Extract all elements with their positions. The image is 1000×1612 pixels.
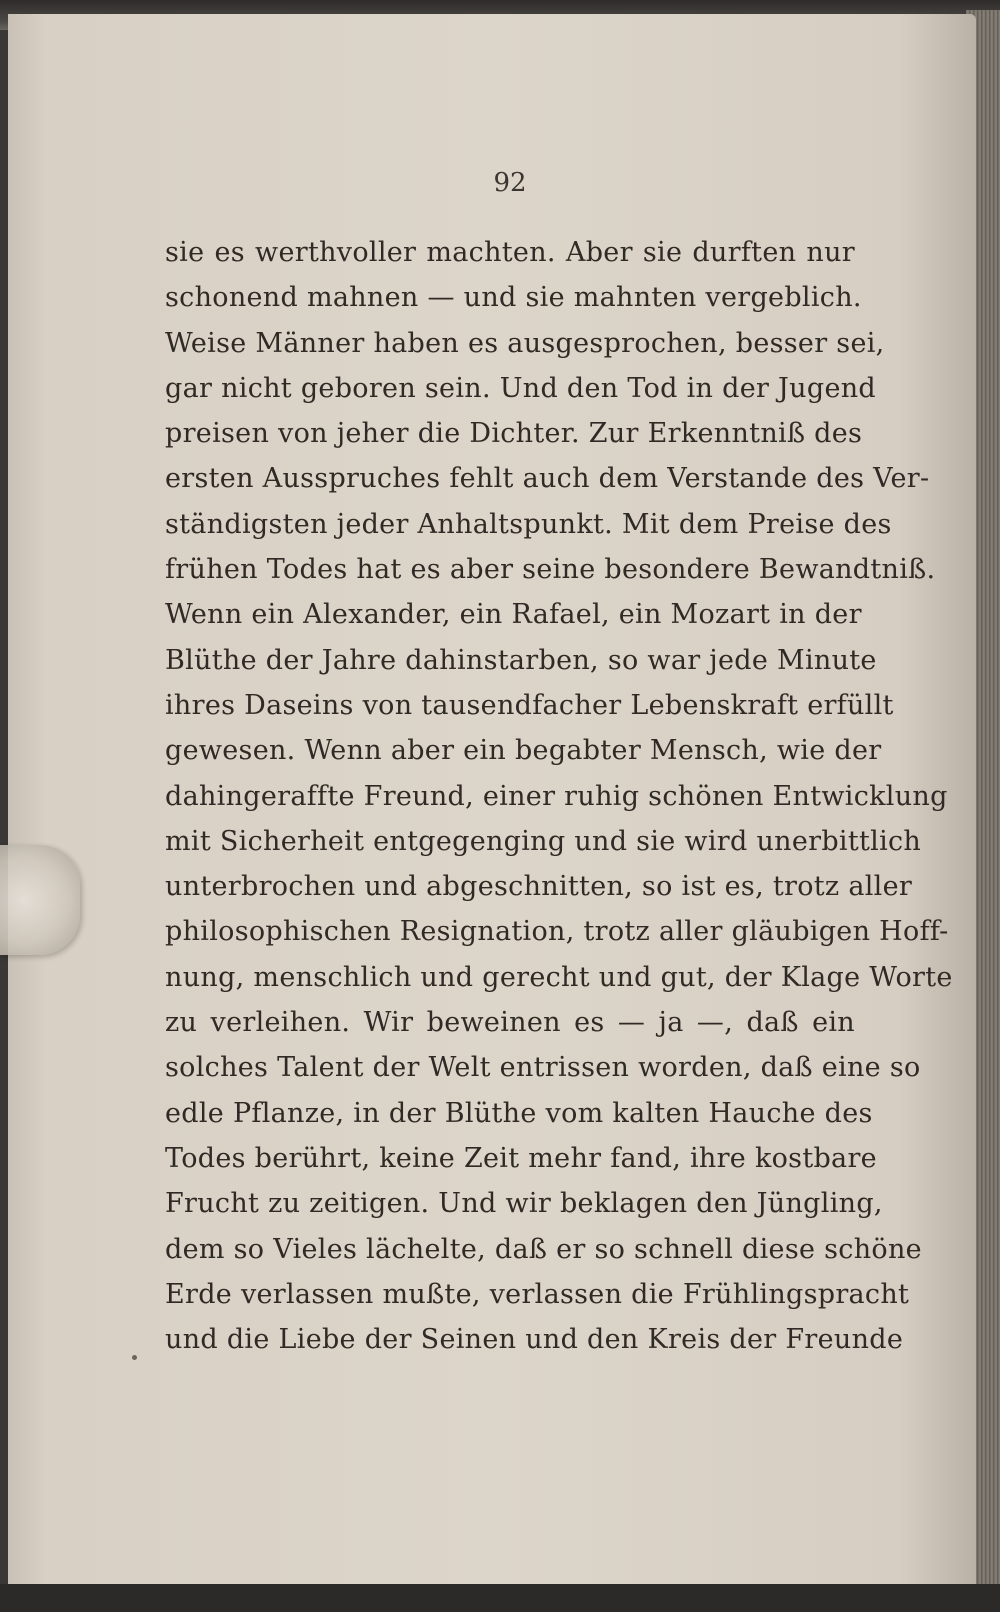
text-line: gewesen. Wenn aber ein begabter Mensch, wie der bbox=[165, 735, 882, 767]
text-line: mit Sicherheit entgegenging und sie wird unerbittlich bbox=[165, 825, 922, 857]
text-line: und die Liebe der Seinen und den Kreis der Freunde bbox=[165, 1324, 904, 1356]
page-number: 92 bbox=[493, 168, 527, 198]
text-line: gar nicht geboren sein. Und den Tod in der Jugend bbox=[165, 372, 877, 404]
text-line: Erde verlassen mußte, verlassen die Frühlingspracht bbox=[165, 1278, 910, 1310]
text-line: nung, menschlich und gerecht und gut, der Klage Worte bbox=[165, 961, 953, 993]
text-line: unterbrochen und abgeschnitten, so ist es, trotz aller bbox=[165, 871, 913, 903]
scan-bottom-edge bbox=[0, 1584, 1000, 1612]
text-line: ihres Daseins von tausendfacher Lebenskraft erfüllt bbox=[165, 689, 894, 721]
page-clip bbox=[0, 845, 80, 955]
text-line: dahingeraffte Freund, einer ruhig schönen Entwicklung bbox=[165, 780, 948, 812]
text-line: preisen von jeher die Dichter. Zur Erkenntniß des bbox=[165, 418, 863, 450]
text-line: dem so Vieles lächelte, daß er so schnell diese schöne bbox=[165, 1233, 922, 1265]
text-line: sie es werthvoller machten. Aber sie durften nur bbox=[165, 237, 855, 268]
text-line: solches Talent der Welt entrissen worden, daß eine so bbox=[165, 1052, 921, 1084]
paper-speck bbox=[132, 1355, 137, 1360]
text-line: zu verleihen. Wir beweinen es — ja —, daß ein bbox=[165, 1007, 855, 1039]
text-line: Weise Männer haben es ausgesprochen, besser sei, bbox=[165, 327, 885, 359]
text-line: ständigsten jeder Anhaltspunkt. Mit dem Preise des bbox=[165, 508, 892, 540]
text-line: edle Pflanze, in der Blüthe vom kalten Hauche des bbox=[165, 1097, 873, 1129]
text-line: ersten Ausspruches fehlt auch dem Verstande des Ver- bbox=[165, 463, 930, 495]
text-line: Wenn ein Alexander, ein Rafael, ein Mozart in der bbox=[165, 599, 862, 631]
text-line: schonend mahnen — und sie mahnten vergeblich. bbox=[165, 282, 862, 314]
text-line: Frucht zu zeitigen. Und wir beklagen den Jüngling, bbox=[165, 1188, 883, 1220]
body-text bbox=[165, 230, 953, 1362]
text-line: Blüthe der Jahre dahinstarben, so war jede Minute bbox=[165, 644, 877, 676]
text-line: Todes berührt, keine Zeit mehr fand, ihre kostbare bbox=[165, 1142, 877, 1174]
text-line: philosophischen Resignation, trotz aller gläubigen Hoff- bbox=[165, 916, 949, 948]
text-line: frühen Todes hat es aber seine besondere Bewandtniß. bbox=[165, 554, 936, 586]
